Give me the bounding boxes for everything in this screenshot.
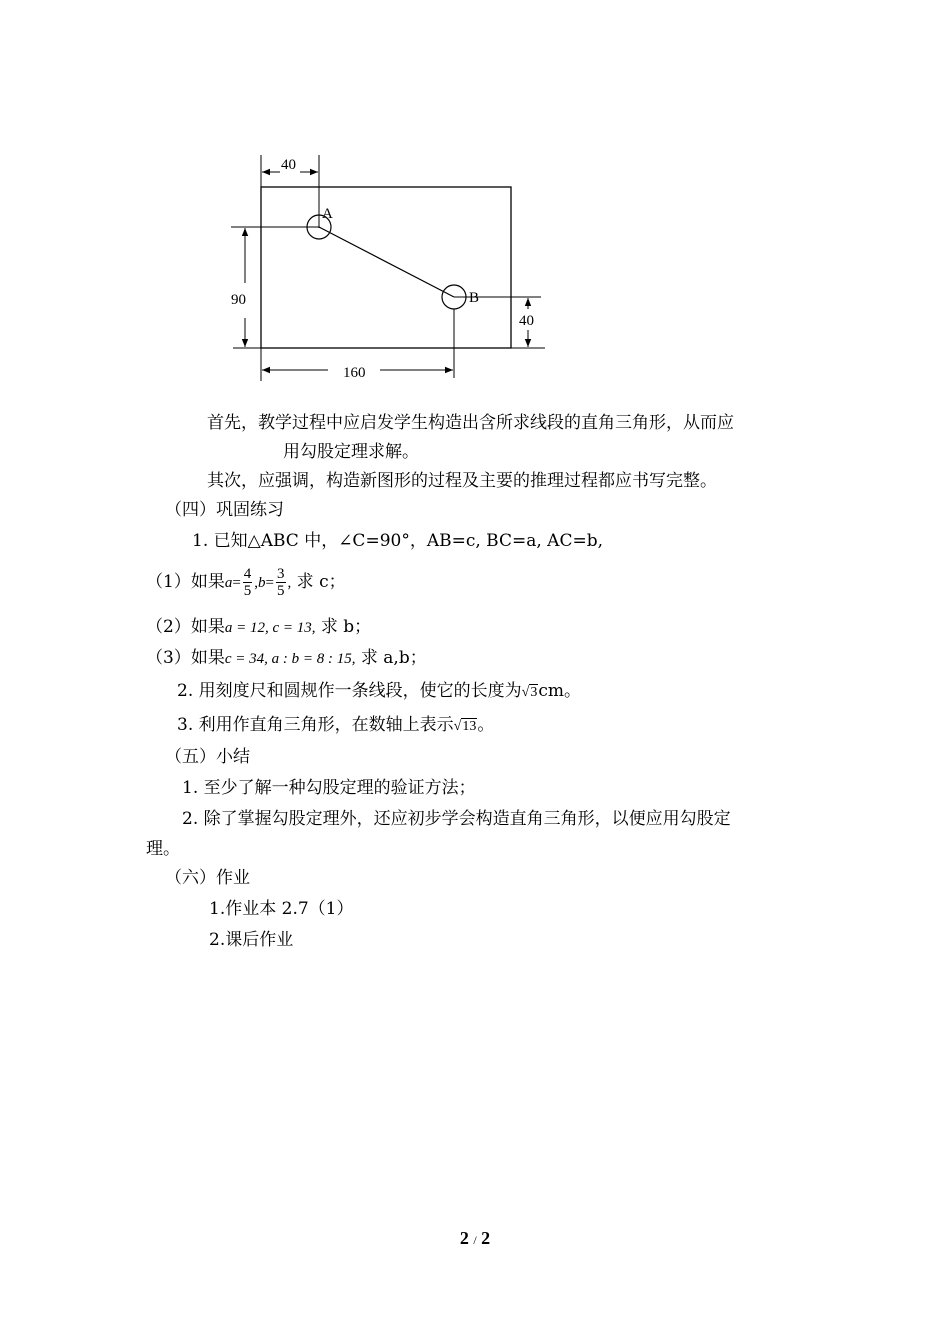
hole-a-label: A xyxy=(322,206,333,222)
page-total: 2 xyxy=(481,1228,491,1248)
hole-b-label: B xyxy=(469,290,480,306)
section-6-title: （六）作业 xyxy=(165,868,250,888)
q1-1-var-a: a xyxy=(224,575,233,591)
dim-top-label: 40 xyxy=(281,157,296,173)
sqrt-13: √13 xyxy=(453,719,477,734)
q1-2-suffix: 求 b； xyxy=(320,617,372,637)
dim-right-label: 40 xyxy=(519,313,534,329)
q3-suffix: 。 xyxy=(477,715,495,735)
q1-3-suffix: 求 a,b； xyxy=(360,648,427,668)
question-1: 1. 已知△ABC 中，∠C=90°，AB=c, BC=a, AC=b, xyxy=(192,531,603,551)
question-3 xyxy=(177,714,494,738)
question-1-2 xyxy=(146,616,371,639)
q1-1-suffix: 求 c； xyxy=(296,572,346,592)
q2-prefix: 2. 用刻度尺和圆规作一条线段，使它的长度为 xyxy=(177,681,522,701)
board-rectangle xyxy=(261,187,511,348)
segment-ab xyxy=(319,227,454,297)
paragraph-2: 其次，应强调，构造新图形的过程及主要的推理过程都应书写完整。 xyxy=(207,471,717,491)
fraction-a-denominator: 5 xyxy=(243,583,252,599)
homework-1: 1.作业本 2.7（1） xyxy=(209,899,354,919)
q1-1-eq-b: = xyxy=(265,575,275,591)
dim-bottom-label: 160 xyxy=(343,365,366,381)
fraction-a xyxy=(243,566,253,599)
q3-prefix: 3. 利用作直角三角形，在数轴上表示 xyxy=(177,715,454,735)
sqrt-13-radicand: 13 xyxy=(462,719,477,734)
fraction-a-numerator: 4 xyxy=(243,566,252,582)
q1-3-math: c = 34, a : b = 8 : 15, xyxy=(224,651,356,667)
sqrt-3-radicand: 3 xyxy=(530,685,538,700)
fraction-b-numerator: 3 xyxy=(277,566,285,582)
fraction-b-denominator: 5 xyxy=(277,583,285,599)
q1-1-var-b: b xyxy=(258,575,266,591)
q1-3-prefix: （3）如果 xyxy=(146,648,225,668)
question-1-1: （1）如果a= $\frac{4}{5}$ ,b= $\frac{3}{5}$ , 求 c； xyxy=(146,566,346,599)
paragraph-1-line-1: 首先，教学过程中应启发学生构造出含所求线段的直角三角形，从而应 xyxy=(207,413,734,433)
page-separator: / xyxy=(473,1233,477,1247)
section-4-title: （四）巩固练习 xyxy=(165,500,284,520)
summary-2-line-2: 理。 xyxy=(146,839,180,859)
question-2 xyxy=(177,680,581,704)
q2-suffix: cm。 xyxy=(538,681,581,701)
fraction-b xyxy=(276,566,286,599)
page-number xyxy=(0,1228,950,1249)
summary-2-line-1: 2. 除了掌握勾股定理外，还应初步学会构造直角三角形，以便应用勾股定 xyxy=(182,809,731,829)
q1-2-prefix: （2）如果 xyxy=(146,617,225,637)
q1-2-math: a = 12, c = 13, xyxy=(224,620,316,636)
homework-2: 2.课后作业 xyxy=(209,930,294,950)
section-5-title: （五）小结 xyxy=(165,747,250,767)
sqrt-3: √3 xyxy=(521,685,538,700)
question-1-3 xyxy=(146,647,427,670)
page-current: 2 xyxy=(459,1228,469,1248)
geometry-diagram xyxy=(0,0,950,400)
dim-left-label: 90 xyxy=(231,292,246,308)
q1-1-eq-a: = xyxy=(232,575,241,591)
q1-1-prefix: （1）如果 xyxy=(146,572,225,592)
paragraph-1-line-2: 用勾股定理求解。 xyxy=(283,442,419,462)
summary-1: 1. 至少了解一种勾股定理的验证方法； xyxy=(182,778,476,798)
